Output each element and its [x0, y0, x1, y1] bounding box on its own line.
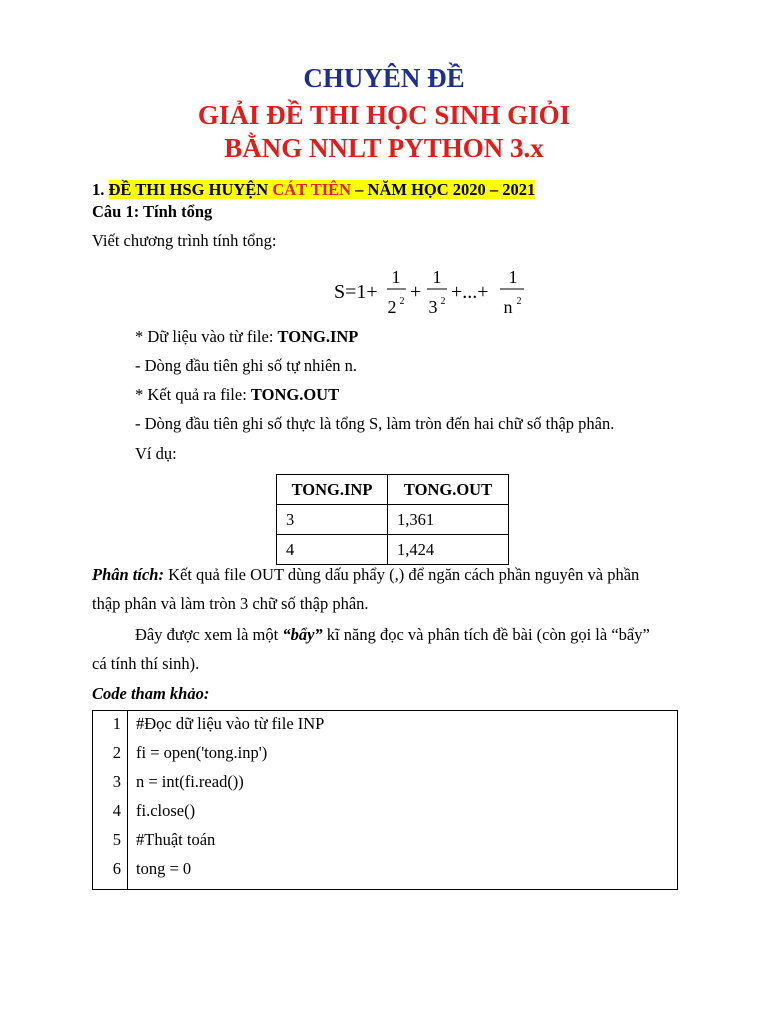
formula-den2-exp: 2	[440, 296, 446, 307]
code-text: #Thuật toán	[136, 830, 216, 849]
output-desc: - Dòng đầu tiên ghi số thực là tổng S, làm tròn đến hai chữ số thập phân.	[135, 414, 615, 433]
input-desc: - Dòng đầu tiên ghi số tự nhiên n.	[135, 356, 358, 375]
analysis-line2: thập phân và làm tròn 3 chữ số thập phân.	[92, 594, 369, 613]
table-cell: 4	[277, 535, 388, 565]
analysis-label: Phân tích:	[92, 565, 164, 584]
formula-dots: +...+	[451, 281, 489, 303]
table-header-row	[277, 475, 509, 505]
table-row	[277, 505, 509, 535]
section-heading	[92, 180, 535, 200]
formula-den2-base: 3	[428, 297, 438, 317]
code-label: Code tham khảo:	[92, 684, 210, 703]
table-cell: 1,361	[388, 505, 509, 535]
formula-denn-base: n	[503, 297, 513, 317]
line-number: 3	[112, 772, 121, 791]
code-listing	[92, 710, 678, 890]
code-line	[93, 772, 677, 800]
input-spec	[135, 327, 358, 347]
formula-num-1: 1	[391, 267, 401, 287]
code-text: fi.close()	[136, 801, 196, 820]
doc-title-line1: CHUYÊN ĐỀ	[303, 63, 465, 93]
input-prefix: * Dữ liệu vào từ file:	[135, 327, 278, 346]
output-spec	[135, 385, 339, 405]
analysis-text: Kết quả file OUT dùng dấu phẩy (,) để ngăn cách phần nguyên và phần	[163, 565, 640, 584]
code-line	[93, 714, 677, 742]
input-filename: TONG.INP	[277, 327, 359, 346]
example-label: Ví dụ:	[135, 444, 177, 463]
section-highlight	[109, 180, 536, 199]
table-cell: 3	[277, 505, 388, 535]
code-line	[93, 743, 677, 771]
section-head-location: CÁT TIÊN	[272, 180, 352, 199]
formula-plus: +	[410, 281, 422, 303]
doc-title-line3: BẰNG NNLT PYTHON 3.x	[224, 133, 544, 163]
line-number: 6	[112, 859, 121, 878]
section-head-a: ĐỀ THI HSG HUYỆN	[108, 180, 273, 199]
line-number: 4	[112, 801, 121, 820]
table-row	[277, 535, 509, 565]
example-table	[276, 474, 509, 565]
analysis-line1	[92, 565, 639, 585]
analysis-note-a: Đây được xem là một	[135, 625, 283, 644]
question-intro: Viết chương trình tính tổng:	[92, 231, 277, 250]
table-header-cell: TONG.OUT	[388, 475, 509, 505]
code-line	[93, 830, 677, 858]
formula-den1-exp: 2	[399, 296, 405, 307]
formula-den1-base: 2	[387, 297, 397, 317]
formula-num-2: 1	[432, 267, 442, 287]
analysis-note-line2: cá tính thí sinh).	[92, 654, 200, 673]
section-head-b: – NĂM HỌC 2020 – 2021	[351, 180, 536, 199]
line-number: 2	[112, 743, 121, 762]
line-number: 5	[112, 830, 121, 849]
question-label: Câu 1: Tính tổng	[92, 202, 213, 221]
code-text: tong = 0	[136, 859, 192, 878]
section-number: 1.	[92, 180, 109, 199]
doc-title-line2: GIẢI ĐỀ THI HỌC SINH GIỎI	[197, 100, 571, 130]
analysis-note-b: kĩ năng đọc và phân tích đề bài (còn gọi là “bẩy”	[322, 625, 650, 644]
sum-formula	[334, 262, 534, 322]
formula-denn-exp: 2	[516, 296, 522, 307]
table-cell: 1,424	[388, 535, 509, 565]
analysis-trap-word: “bẩy”	[282, 625, 323, 644]
formula-lhs: S=1+	[334, 281, 378, 303]
table-header-cell: TONG.INP	[277, 475, 388, 505]
output-filename: TONG.OUT	[250, 385, 340, 404]
output-prefix: * Kết quả ra file:	[135, 385, 251, 404]
code-line	[93, 801, 677, 829]
code-text: fi = open('tong.inp')	[136, 743, 268, 762]
analysis-note-line1	[135, 625, 650, 645]
formula-num-n: 1	[508, 267, 518, 287]
code-text: n = int(fi.read())	[136, 772, 244, 791]
code-line	[93, 859, 677, 887]
code-text: #Đọc dữ liệu vào từ file INP	[136, 714, 325, 733]
line-number: 1	[112, 714, 121, 733]
